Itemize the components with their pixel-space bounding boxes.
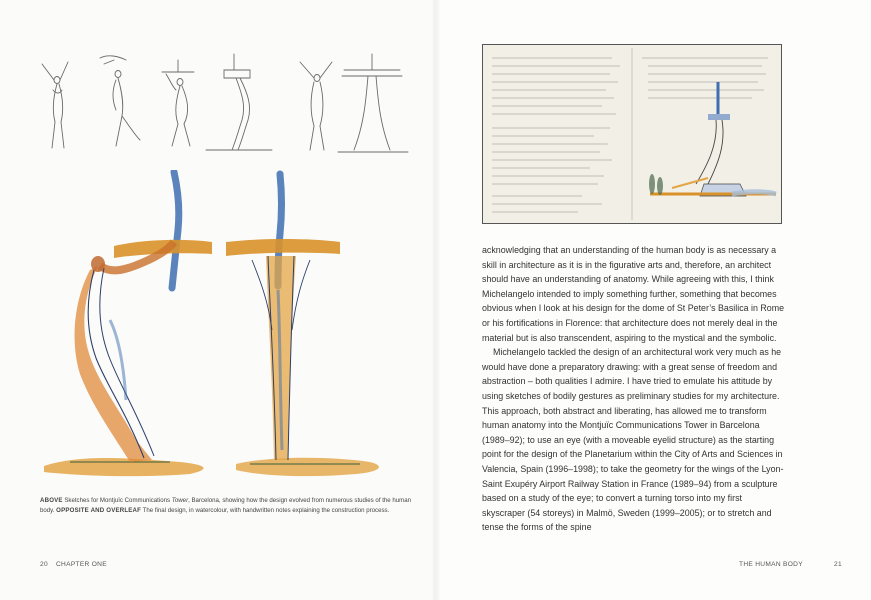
sketch-figure-3 [162,60,194,146]
pencil-sketch-sequence [38,50,410,160]
running-head-left: CHAPTER ONE [56,561,107,568]
figure-caption [40,496,412,517]
book-gutter [431,0,441,600]
sketch-figure-1 [42,62,68,148]
caption-text-1a: Sketches for Montjuïc Communications [62,497,172,504]
page-number-left: 20 [40,561,48,568]
body-paragraph-2: Michelangelo tackled the design of an architectural work very much as he would have done a preparatory drawing: with a great sense of freedom and abstraction – both qualities I admire. I have tried to emulate his attitude by using sketches of bodily gestures as preliminary studies for my architecture. This approach, both abstract and liberating, has allowed me to transform human anatomy into the Montjuïc Communications Tower in Barcelona (1989–92); to use an eye (with a moveable eyelid structure) as the starting point for the design of the Planetarium within the City of Arts and Sciences in Valencia, Spain (1996–1998); to take the geometry for the wings of the Lyon-Saint Exupéry Airport Railway Station in France (1989–94) from a sculpture based on a study of the eye; to convert a turning torso into my first skyscraper (54 storeys) in Malmö, Sweden (1999–2005); or to stretch and tense the forms of the spine [482,347,784,533]
caption-text-1b: Tower [171,497,189,504]
caption-text-1c: , Barcelona, showing how the design evolved from numerous studies of the human body. [40,497,411,515]
page-number-right: 21 [834,561,842,568]
sketch-figure-5 [300,62,332,150]
watercolour-tower-illustration [40,170,392,480]
running-head-right: THE HUMAN BODY [739,561,803,568]
sketch-figure-4 [206,54,272,150]
sketch-figure-2 [100,56,140,146]
sketch-figure-6 [338,54,408,152]
caption-label-above: ABOVE [40,497,63,504]
notebook-sketch [482,44,782,224]
body-paragraph-1: acknowledging that an understanding of the human body is as necessary a skill in architecture as it is in the figurative arts and, therefore, an architect should have an understanding of anatomy. While agreeing with this, I think Michelangelo intended to imply something further, something that becomes obvious when I look at his design for the dome of St Peter’s Basilica in Rome or his fortifications in Florence: that architecture does not merely deal in the material but is also transcendent, aspiring to the mystical and the symbolic. [482,245,785,343]
body-text [482,243,786,535]
caption-text-2: The final design, in watercolour, with handwritten notes explaining the construction process. [141,507,390,515]
caption-label-opposite: OPPOSITE AND OVERLEAF [56,507,142,515]
